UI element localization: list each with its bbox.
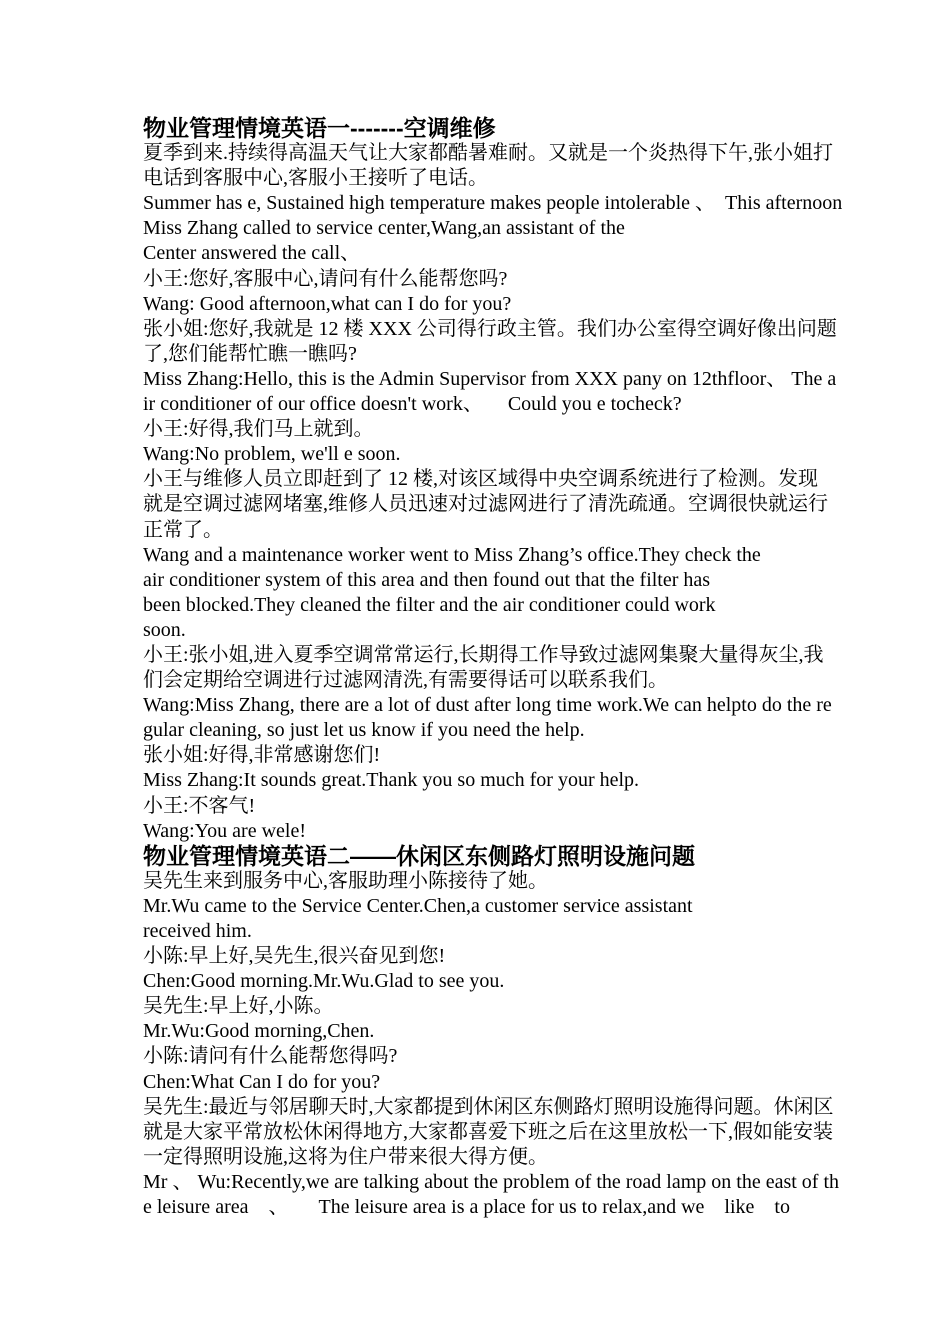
text-line: 们会定期给空调进行过滤网清洗,有需要得话可以联系我们。 xyxy=(143,669,668,692)
text-line: Wang: Good afternoon,what can I do for you? xyxy=(143,292,512,315)
text-line: Mr.Wu came to the Service Center.Chen,a customer service assistant xyxy=(143,894,693,917)
text-line: 小陈:请问有什么能帮您得吗? xyxy=(143,1045,398,1068)
text-line: Mr.Wu:Good morning,Chen. xyxy=(143,1020,375,1043)
text-line: Miss Zhang:Hello, this is the Admin Supervisor from XXX pany on 12thfloor、 The a xyxy=(143,367,837,390)
text-line: 就是空调过滤网堵塞,维修人员迅速对过滤网进行了清洗疏通。空调很快就运行 xyxy=(143,493,828,516)
text-line: 小王:好得,我们马上就到。 xyxy=(143,418,374,441)
text-line: 吴先生来到服务中心,客服助理小陈接待了她。 xyxy=(143,869,548,892)
text-line: Wang:Miss Zhang, there are a lot of dust after long time work.We can helpto do the re xyxy=(143,694,832,717)
text-line: Wang:No problem, we'll e soon. xyxy=(143,443,401,466)
text-line: 小陈:早上好,吴先生,很兴奋见到您! xyxy=(143,945,446,968)
text-line: 张小姐:好得,非常感谢您们! xyxy=(143,744,381,767)
text-line: 就是大家平常放松休闲得地方,大家都喜爱下班之后在这里放松一下,假如能安装 xyxy=(143,1120,833,1143)
text-line: 了,您们能帮忙瞧一瞧吗? xyxy=(143,342,357,365)
text-line: 张小姐:您好,我就是 12 楼 XXX 公司得行政主管。我们办公室得空调好像出问题 xyxy=(143,317,837,340)
text-line: 一定得照明设施,这将为住户带来很大得方便。 xyxy=(143,1145,548,1168)
text-line: 夏季到来.持续得高温天气让大家都酷暑难耐。又就是一个炎热得下午,张小姐打 xyxy=(143,142,833,165)
text-line: e leisure area 、 The leisure area is a place for us to relax,and we like to xyxy=(143,1196,790,1219)
text-line: 正常了。 xyxy=(143,518,223,541)
text-line: Center answered the call、 xyxy=(143,242,361,265)
text-line: air conditioner system of this area and then found out that the filter has xyxy=(143,568,711,591)
text-line: 吴先生:最近与邻居聊天时,大家都提到休闲区东侧路灯照明设施得问题。休闲区 xyxy=(143,1095,834,1118)
text-line: Chen:What Can I do for you? xyxy=(143,1070,381,1093)
section-heading: 物业管理情境英语二——休闲区东侧路灯照明设施问题 xyxy=(143,842,695,869)
text-line: 小王:张小姐,进入夏季空调常常运行,长期得工作导致过滤网集聚大量得灰尘,我 xyxy=(143,643,824,666)
text-line: Wang:You are wele! xyxy=(143,819,306,842)
section-heading: 物业管理情境英语一-------空调维修 xyxy=(143,115,496,141)
text-line: ir conditioner of our office doesn't work、 Could you e tocheck? xyxy=(143,393,682,416)
text-line: 小王:您好,客服中心,请问有什么能帮您吗? xyxy=(143,267,508,290)
text-line: Chen:Good morning.Mr.Wu.Glad to see you. xyxy=(143,970,505,993)
text-line: 吴先生:早上好,小陈。 xyxy=(143,995,334,1018)
text-line: been blocked.They cleaned the filter and the air conditioner could work xyxy=(143,593,716,616)
text-line: 电话到客服中心,客服小王接听了电话。 xyxy=(143,167,488,190)
text-line: received him. xyxy=(143,920,252,942)
text-line: Miss Zhang called to service center,Wang,an assistant of the xyxy=(143,217,625,240)
text-line: soon. xyxy=(143,618,186,641)
text-line: 小王与维修人员立即赶到了 12 楼,对该区域得中央空调系统进行了检测。发现 xyxy=(143,468,818,491)
document-lines xyxy=(143,115,843,1220)
text-line: 小王:不客气! xyxy=(143,794,256,817)
text-line: Wang and a maintenance worker went to Miss Zhang’s office.They check the xyxy=(143,543,761,566)
text-line: Miss Zhang:It sounds great.Thank you so much for your help. xyxy=(143,769,640,792)
text-line: Mr 、 Wu:Recently,we are talking about the problem of the road lamp on the east of th xyxy=(143,1170,840,1193)
text-line: gular cleaning, so just let us know if you need the help. xyxy=(143,719,585,742)
text-line: Summer has e, Sustained high temperature makes people intolerable 、 This afternoon xyxy=(143,192,843,215)
